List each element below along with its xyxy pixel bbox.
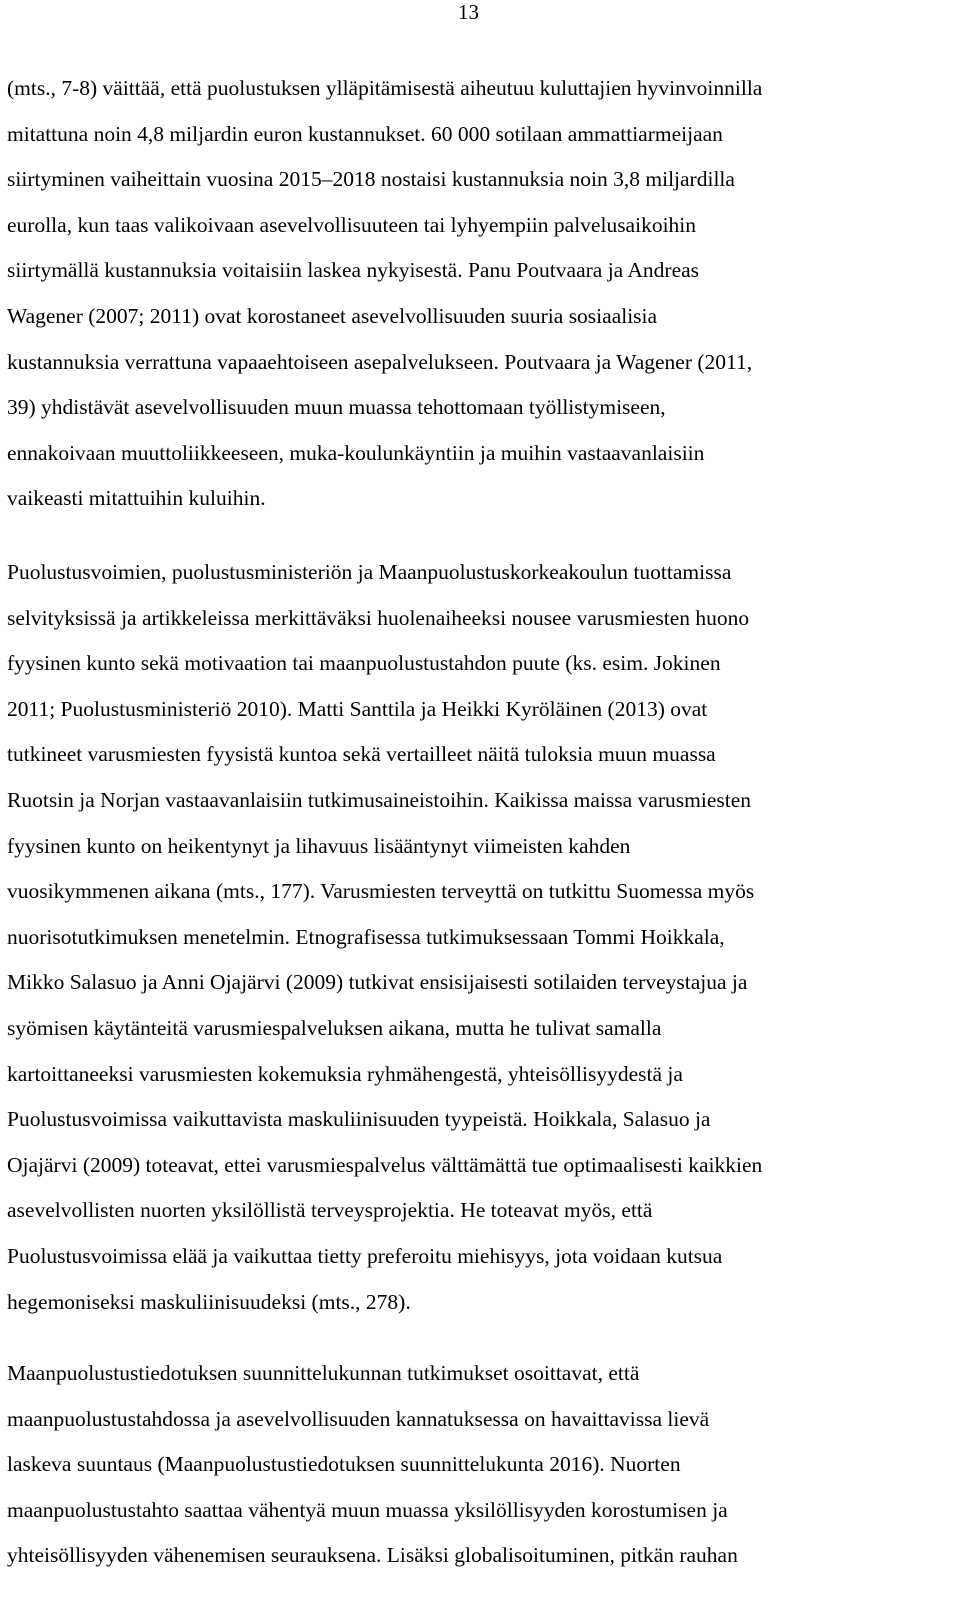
paragraph-line: vuosikymmenen aikana (mts., 177). Varusmiesten terveyttä on tutkittu Suomessa myös xyxy=(7,879,755,904)
paragraph-line: Puolustusvoimissa elää ja vaikuttaa tietty preferoitu miehisyys, jota voidaan kutsua xyxy=(7,1243,723,1268)
paragraph-line: hegemoniseksi maskuliinisuudeksi (mts., 278). xyxy=(7,1289,411,1314)
paragraph-line: selvityksissä ja artikkeleissa merkittäväksi huolenaiheeksi nousee varusmiesten huono xyxy=(7,605,750,630)
paragraph-line: Ruotsin ja Norjan vastaavanlaisiin tutkimusaineistoihin. Kaikissa maissa varusmiesten xyxy=(7,787,752,812)
paragraph-line: maanpuolustustahto saattaa vähentyä muun muassa yksilöllisyyden korostumisen ja xyxy=(7,1497,728,1522)
paragraph-line: nuorisotutkimuksen menetelmin. Etnografisessa tutkimuksessaan Tommi Hoikkala, xyxy=(7,924,725,949)
paragraph-line: eurolla, kun taas valikoivaan asevelvollisuuteen tai lyhyempiin palvelusaikoihin xyxy=(7,212,697,237)
paragraph-line: kartoittaneeksi varusmiesten kokemuksia ryhmähengestä, yhteisöllisyydestä ja xyxy=(7,1061,683,1086)
paragraph-1 xyxy=(7,76,957,532)
paragraph-line: fyysinen kunto on heikentynyt ja lihavuus lisääntynyt viimeisten kahden xyxy=(7,833,631,858)
paragraph-line: laskeva suuntaus (Maanpuolustustiedotuksen suunnittelukunta 2016). Nuorten xyxy=(7,1452,681,1477)
paragraph-line: Ojajärvi (2009) toteavat, ettei varusmiespalvelus välttämättä tue optimaalisesti kaikkien xyxy=(7,1152,763,1177)
paragraph-line: fyysinen kunto sekä motivaation tai maanpuolustustahdon puute (ks. esim. Jokinen xyxy=(7,651,721,676)
paragraph-line: Puolustusvoimien, puolustusministeriön ja Maanpuolustuskorkeakoulun tuottamissa xyxy=(7,560,732,584)
paragraph-line: ennakoivaan muuttoliikkeeseen, muka-koulunkäyntiin ja muihin vastaavanlaisiin xyxy=(7,440,705,465)
paragraph-line: Puolustusvoimissa vaikuttavista maskuliinisuuden tyypeistä. Hoikkala, Salasuo ja xyxy=(7,1107,711,1132)
paragraph-line: asevelvollisten nuorten yksilöllistä terveysprojektia. He toteavat myös, että xyxy=(7,1198,653,1223)
paragraph-line: syömisen käytänteitä varusmiespalveluksen aikana, mutta he tulivat samalla xyxy=(7,1015,662,1040)
paragraph-line: maanpuolustustahdossa ja asevelvollisuuden kannatuksessa on havaittavissa lievä xyxy=(7,1406,710,1431)
paragraph-line: vaikeasti mitattuihin kuluihin. xyxy=(7,486,266,511)
paragraph-line: siirtyminen vaiheittain vuosina 2015–2018 nostaisi kustannuksia noin 3,8 miljardilla xyxy=(7,167,735,192)
paragraph-line: Maanpuolustustiedotuksen suunnittelukunnan tutkimukset osoittavat, että xyxy=(7,1361,640,1385)
paragraph-line: mitattuna noin 4,8 miljardin euron kustannukset. 60 000 sotilaan ammattiarmeijaan xyxy=(7,121,723,146)
paragraph-line: kustannuksia verrattuna vapaaehtoiseen asepalvelukseen. Poutvaara ja Wagener (2011, xyxy=(7,349,753,374)
paragraph-2 xyxy=(7,560,957,1335)
paragraph-line: Mikko Salasuo ja Anni Ojajärvi (2009) tutkivat ensisijaisesti sotilaiden terveystajua ja xyxy=(7,970,748,995)
paragraph-line: siirtymällä kustannuksia voitaisiin laskea nykyisestä. Panu Poutvaara ja Andreas xyxy=(7,258,700,283)
paragraph-line: Wagener (2007; 2011) ovat korostaneet asevelvollisuuden suuria sosiaalisia xyxy=(7,303,658,328)
paragraph-line: 39) yhdistävät asevelvollisuuden muun muassa tehottomaan työllistymiseen, xyxy=(7,395,666,420)
paragraph-line: tutkineet varusmiesten fyysistä kuntoa sekä vertailleet näitä tuloksia muun muassa xyxy=(7,742,716,767)
paragraph-line: yhteisöllisyyden vähenemisen seurauksena. Lisäksi globalisoituminen, pitkän rauhan xyxy=(7,1543,738,1568)
page-number: 13 xyxy=(458,0,479,24)
paragraph-line: 2011; Puolustusministeriö 2010). Matti Santtila ja Heikki Kyröläinen (2013) ovat xyxy=(7,696,708,721)
paragraph-3 xyxy=(7,1361,957,1589)
paragraph-line: (mts., 7-8) väittää, että puolustuksen ylläpitämisestä aiheutuu kuluttajien hyvinvoinnilla xyxy=(7,76,763,100)
